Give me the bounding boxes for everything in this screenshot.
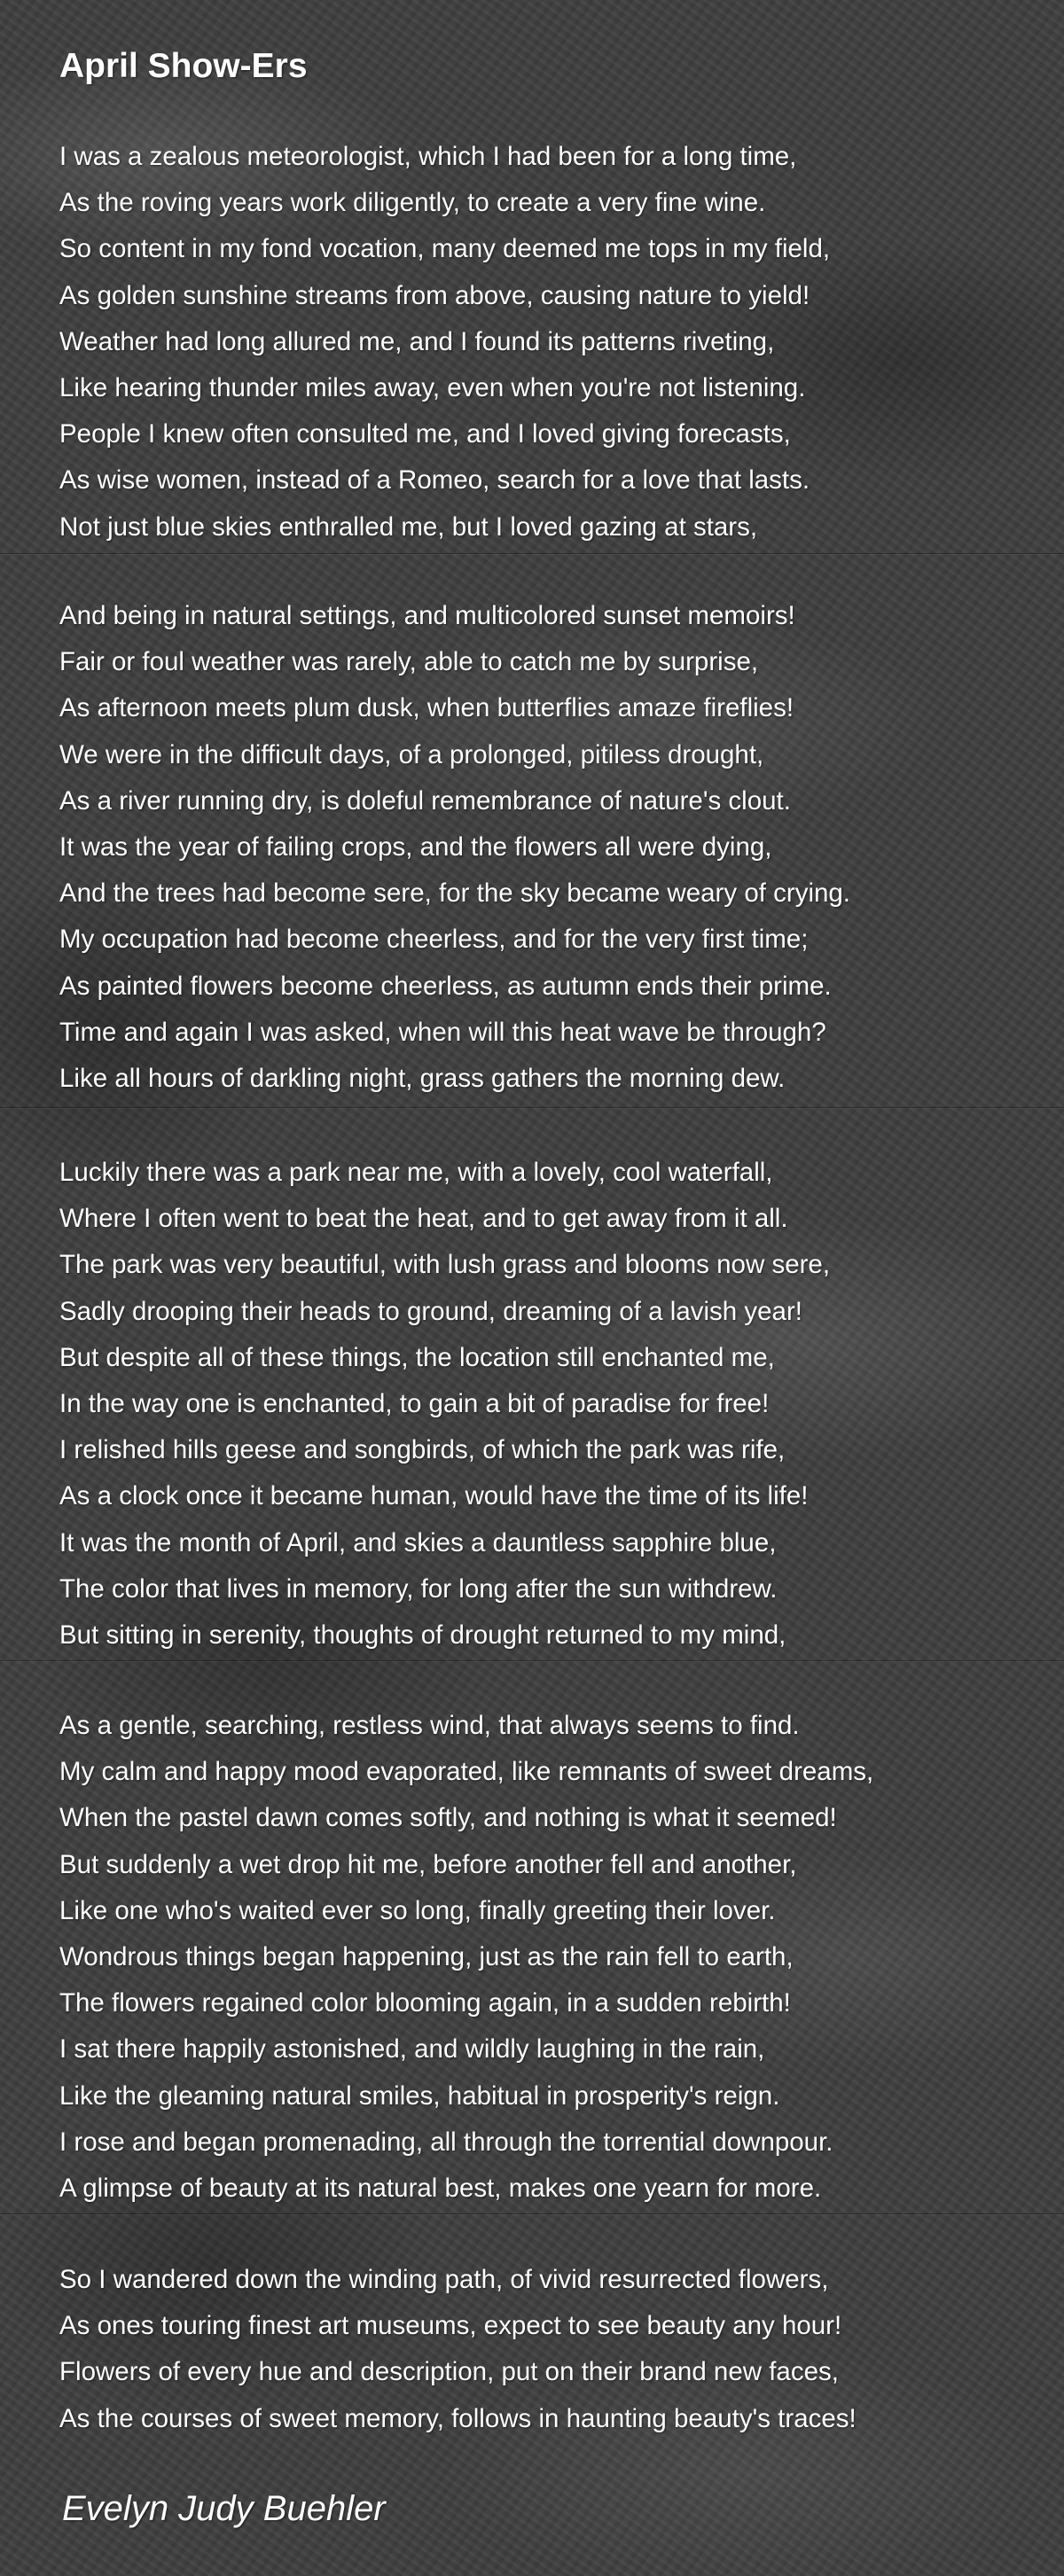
- poem-line: As a river running dry, is doleful remembrance of nature's clout.: [59, 785, 791, 816]
- stanza-2: [59, 593, 1044, 1102]
- poem-line: But suddenly a wet drop hit me, before another fell and another,: [59, 1849, 797, 1879]
- poem-line: Fair or foul weather was rarely, able to catch me by surprise,: [59, 647, 759, 677]
- poem-title: April Show-Ers: [59, 47, 308, 85]
- poem-line: Weather had long allured me, and I found its patterns riveting,: [59, 326, 775, 356]
- poem-line: As wise women, instead of a Romeo, search for a love that lasts.: [59, 465, 810, 496]
- poem-line: As a gentle, searching, restless wind, that always seems to find.: [59, 1711, 800, 1740]
- poem-line: We were in the difficult days, of a prolonged, pitiless drought,: [59, 739, 764, 769]
- poem-line: My occupation had become cheerless, and for the very first time;: [59, 925, 809, 955]
- background-seam: [0, 553, 1064, 554]
- poem-author: Evelyn Judy Buehler: [62, 2489, 386, 2528]
- poem-line: I rose and began promenading, all through the torrential downpour.: [59, 2127, 833, 2157]
- background-seam: [0, 2213, 1064, 2214]
- poem-line: And being in natural settings, and multicolored sunset memoirs!: [59, 601, 795, 630]
- poem-line: As ones touring finest art museums, expect to see beauty any hour!: [59, 2311, 842, 2341]
- poem-line: As a clock once it became human, would have the time of its life!: [59, 1481, 809, 1511]
- poem-line: But sitting in serenity, thoughts of drought returned to my mind,: [59, 1620, 786, 1650]
- poem-line: I sat there happily astonished, and wildly laughing in the rain,: [59, 2034, 765, 2065]
- poem-line: People I knew often consulted me, and I loved giving forecasts,: [59, 419, 791, 449]
- poem-line: Like one who's waited ever so long, finally greeting their lover.: [59, 1895, 776, 1925]
- poem-line: But despite all of these things, the location still enchanted me,: [59, 1342, 775, 1372]
- poem-line: In the way one is enchanted, to gain a bit of paradise for free!: [59, 1388, 770, 1418]
- stanza-5: [59, 2257, 1044, 2442]
- poem-line: Flowers of every hue and description, put on their brand new faces,: [59, 2357, 839, 2387]
- poem-line: The color that lives in memory, for long after the sun withdrew.: [59, 1573, 778, 1604]
- poem-line: The flowers regained color blooming again, in a sudden rebirth!: [59, 1988, 791, 2018]
- poem-line: So I wandered down the winding path, of vivid resurrected flowers,: [59, 2265, 829, 2294]
- poem-line: The park was very beautiful, with lush grass and blooms now sere,: [59, 1250, 831, 1280]
- poem-line: It was the year of failing crops, and the flowers all were dying,: [59, 831, 772, 862]
- poem-line: Sadly drooping their heads to ground, dreaming of a lavish year!: [59, 1296, 802, 1326]
- poem-line: Like the gleaming natural smiles, habitual in prosperity's reign.: [59, 2080, 780, 2111]
- poem-line: Time and again I was asked, when will this heat wave be through?: [59, 1017, 826, 1047]
- poem-line: Luckily there was a park near me, with a lovely, cool waterfall,: [59, 1158, 773, 1187]
- poem-line: It was the month of April, and skies a dauntless sapphire blue,: [59, 1527, 777, 1557]
- poem-line: Where I often went to beat the heat, and to get away from it all.: [59, 1204, 788, 1234]
- stanza-4: [59, 1703, 1044, 2212]
- poem-line: A glimpse of beauty at its natural best, makes one yearn for more.: [59, 2173, 822, 2203]
- poem-line: When the pastel dawn comes softly, and nothing is what it seemed!: [59, 1803, 837, 1833]
- stanza-1: [59, 134, 1044, 550]
- poem-line: As afternoon meets plum dusk, when butterflies amaze fireflies!: [59, 693, 794, 723]
- poem-line: Wondrous things began happening, just as the rain fell to earth,: [59, 1941, 794, 1971]
- poem-line: Like hearing thunder miles away, even when you're not listening.: [59, 372, 806, 402]
- poem-line: As painted flowers become cheerless, as autumn ends their prime.: [59, 971, 832, 1001]
- poem-line: As the courses of sweet memory, follows in haunting beauty's traces!: [59, 2403, 857, 2433]
- background-seam: [0, 1107, 1064, 1108]
- poem-line: So content in my fond vocation, many deemed me tops in my field,: [59, 234, 831, 264]
- poem-line: My calm and happy mood evaporated, like remnants of sweet dreams,: [59, 1757, 874, 1787]
- poem-line: I relished hills geese and songbirds, of which the park was rife,: [59, 1435, 786, 1465]
- poem-line: As golden sunshine streams from above, causing nature to yield!: [59, 280, 810, 310]
- poem-line: As the roving years work diligently, to create a very fine wine.: [59, 188, 766, 218]
- poem-line: Like all hours of darkling night, grass gathers the morning dew.: [59, 1063, 786, 1093]
- poem-line: And the trees had become sere, for the sky became weary of crying.: [59, 878, 851, 909]
- background-seam: [0, 1660, 1064, 1661]
- stanza-3: [59, 1150, 1044, 1659]
- poem-line: I was a zealous meteorologist, which I had been for a long time,: [59, 142, 797, 171]
- poem-line: Not just blue skies enthralled me, but I loved gazing at stars,: [59, 511, 758, 542]
